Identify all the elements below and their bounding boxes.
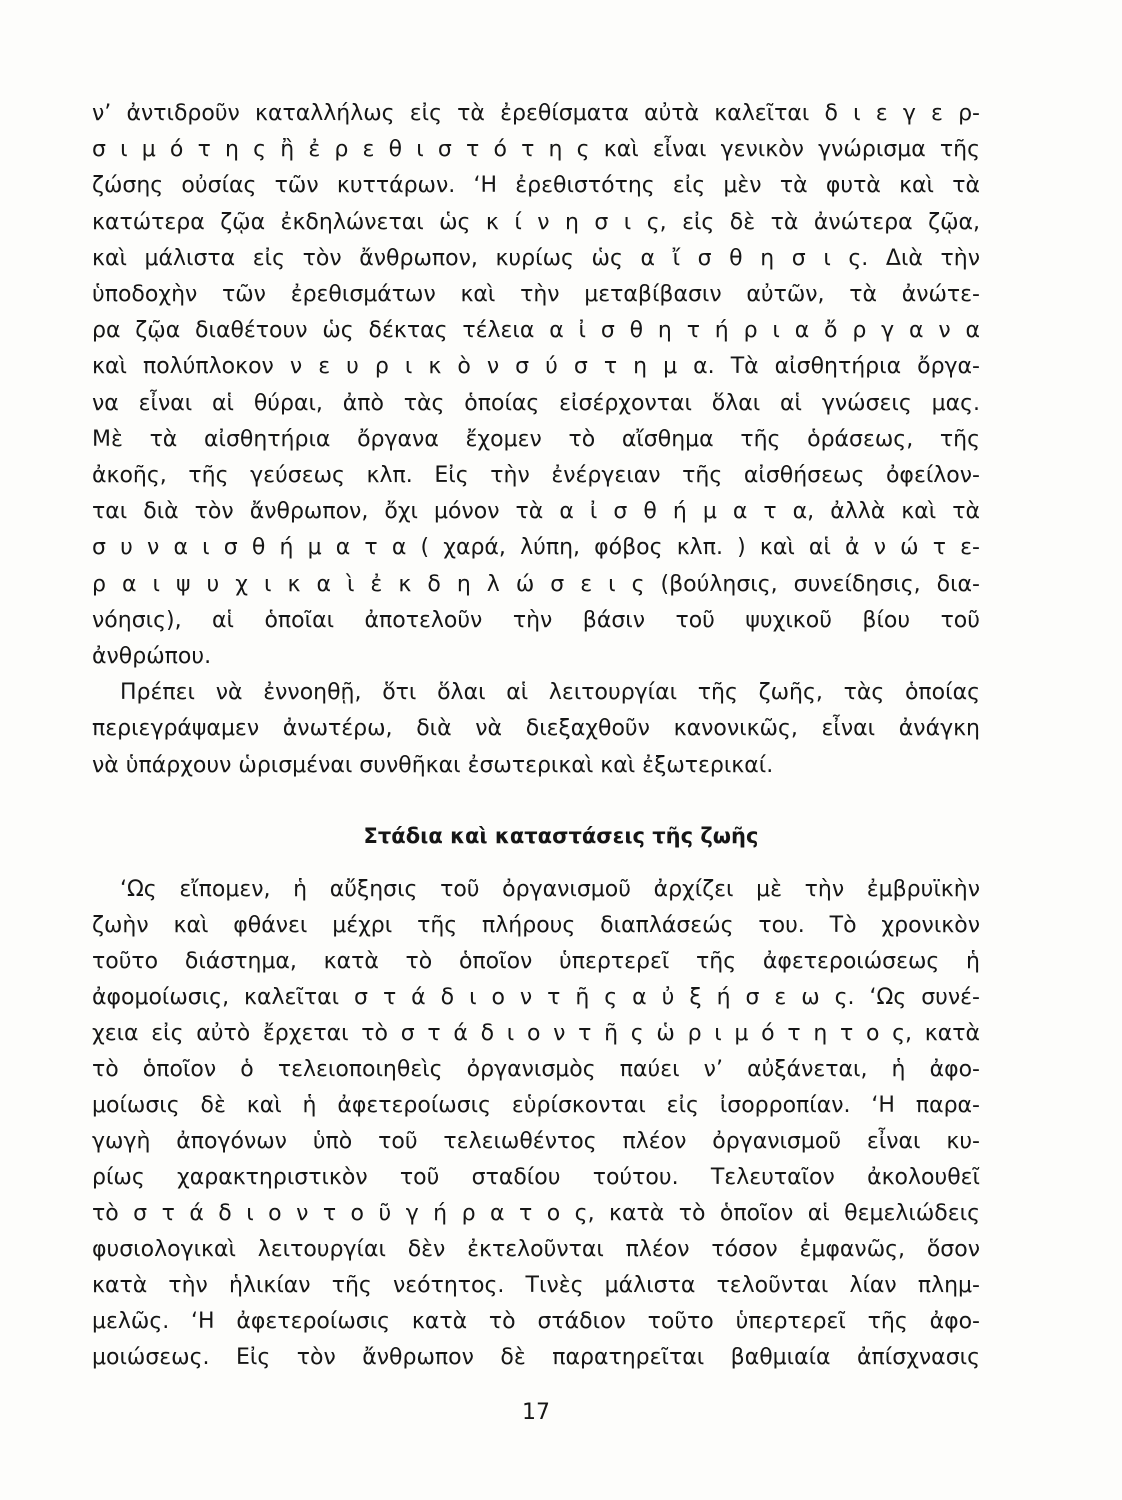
text-line: τοῦτο διάστημα, κατὰ τὸ ὁποῖον ὑπερτερεῖ τῆς ἀφετεροιώσεως ἡ: [92, 949, 980, 974]
text-line: να εἶναι αἱ θύραι, ἀπὸ τὰς ὁποίας εἰσέρχονται ὅλαι αἱ γνώσεις μας.: [92, 391, 980, 416]
section-heading: Στάδια καὶ καταστάσεις τῆς ζωῆς: [363, 824, 759, 848]
text-line: ρα ζῷα διαθέτουν ὡς δέκτας τέλεια α ἰ σ θ η τ ή ρ ι α ὄ ρ γ α ν α: [92, 318, 980, 343]
text-line: γωγὴ ἀπογόνων ὑπὸ τοῦ τελειωθέντος πλέον ὀργανισμοῦ εἶναι κυ-: [92, 1129, 980, 1154]
text-line: τὸ σ τ ά δ ι ο ν τ ο ῦ γ ή ρ α τ ο ς, κατὰ τὸ ὁποῖον αἱ θεμελιώδεις: [92, 1201, 980, 1226]
page-number: 17: [522, 1400, 550, 1425]
text-line: μοιώσεως. Εἰς τὸν ἄνθρωπον δὲ παρατηρεῖται βαθμιαία ἀπίσχνασις: [92, 1345, 980, 1370]
text-line: ται διὰ τὸν ἄνθρωπον, ὄχι μόνον τὰ α ἰ σ θ ή μ α τ α, ἀλλὰ καὶ τὰ: [92, 499, 980, 524]
text-line: μοίωσις δὲ καὶ ἡ ἀφετεροίωσις εὑρίσκονται εἰς ἰσορροπίαν. ‘Η παρα-: [92, 1093, 980, 1118]
text-line: καὶ πολύπλοκον ν ε υ ρ ι κ ὸ ν σ ύ σ τ η μ α. Τὰ αἰσθητήρια ὄργα-: [92, 354, 980, 379]
text-line: τὸ ὁποῖον ὁ τελειοποιηθεὶς ὀργανισμὸς παύει ν’ αὐξάνεται, ἡ ἀφο-: [92, 1057, 980, 1082]
text-line: σ ι μ ό τ η ς ἢ ἐ ρ ε θ ι σ τ ό τ η ς καὶ εἶναι γενικὸν γνώρισμα τῆς: [92, 137, 980, 162]
text-line: χεια εἰς αὐτὸ ἔρχεται τὸ σ τ ά δ ι ο ν τ ῆ ς ὡ ρ ι μ ό τ η τ ο ς, κατὰ: [92, 1021, 980, 1046]
text-line: Πρέπει νὰ ἐννοηθῇ, ὅτι ὅλαι αἱ λειτουργίαι τῆς ζωῆς, τὰς ὁποίας: [120, 680, 980, 705]
text-line: ζωὴν καὶ φθάνει μέχρι τῆς πλήρους διαπλάσεώς του. Τὸ χρονικὸν: [92, 913, 980, 938]
text-line: σ υ ν α ι σ θ ή μ α τ α ( χαρά, λύπη, φόβος κλπ. ) καὶ αἱ ἀ ν ώ τ ε-: [92, 535, 980, 560]
text-line: ἀφομοίωσις, καλεῖται σ τ ά δ ι ο ν τ ῆ ς α ὐ ξ ή σ ε ω ς. ‘Ως συνέ-: [92, 985, 980, 1010]
text-line: κατώτερα ζῷα ἐκδηλώνεται ὡς κ ί ν η σ ι ς, εἰς δὲ τὰ ἀνώτερα ζῷα,: [92, 210, 980, 235]
text-line: περιεγράψαμεν ἀνωτέρω, διὰ νὰ διεξαχθοῦν κανονικῶς, εἶναι ἀνάγκη: [92, 716, 980, 741]
text-line: ὑποδοχὴν τῶν ἐρεθισμάτων καὶ τὴν μεταβίβασιν αὐτῶν, τὰ ἀνώτε-: [92, 282, 980, 307]
text-line: νόησις), αἱ ὁποῖαι ἀποτελοῦν τὴν βάσιν τοῦ ψυχικοῦ βίου τοῦ: [92, 608, 980, 633]
text-line: ζώσης οὐσίας τῶν κυττάρων. ‘Η ἐρεθιστότης εἰς μὲν τὰ φυτὰ καὶ τὰ: [92, 173, 980, 198]
text-line: μελῶς. ‘Η ἀφετεροίωσις κατὰ τὸ στάδιον τοῦτο ὑπερτερεῖ τῆς ἀφο-: [92, 1309, 980, 1334]
text-line: ρ α ι ψ υ χ ι κ α ὶ ἐ κ δ η λ ώ σ ε ι ς (βούλησις, συνείδησις, δια-: [92, 572, 980, 597]
text-line: ἀνθρώπου.: [92, 644, 212, 669]
text-line: ρίως χαρακτηριστικὸν τοῦ σταδίου τούτου. Τελευταῖον ἀκολουθεῖ: [92, 1165, 980, 1190]
text-line: ἀκοῆς, τῆς γεύσεως κλπ. Εἰς τὴν ἐνέργειαν τῆς αἰσθήσεως ὀφείλον-: [92, 463, 980, 488]
text-line: Μὲ τὰ αἰσθητήρια ὄργανα ἔχομεν τὸ αἴσθημα τῆς ὁράσεως, τῆς: [92, 427, 980, 452]
text-line: κατὰ τὴν ἡλικίαν τῆς νεότητος. Τινὲς μάλιστα τελοῦνται λίαν πλημ-: [92, 1273, 980, 1298]
text-line: καὶ μάλιστα εἰς τὸν ἄνθρωπον, κυρίως ὡς α ἴ σ θ η σ ι ς. Διὰ τὴν: [92, 246, 980, 271]
text-line: ν’ ἀντιδροῦν καταλλήλως εἰς τὰ ἐρεθίσματα αὐτὰ καλεῖται δ ι ε γ ε ρ-: [92, 101, 980, 126]
text-line: φυσιολογικαὶ λειτουργίαι δὲν ἐκτελοῦνται πλέον τόσον ἐμφανῶς, ὅσον: [92, 1237, 980, 1262]
text-line: νὰ ὑπάρχουν ὡρισμέναι συνθῆκαι ἐσωτερικαὶ καὶ ἐξωτερικαί.: [92, 753, 774, 778]
text-line: ‘Ως εἴπομεν, ἡ αὔξησις τοῦ ὀργανισμοῦ ἀρχίζει μὲ τὴν ἐμβρυϊκὴν: [120, 877, 980, 902]
